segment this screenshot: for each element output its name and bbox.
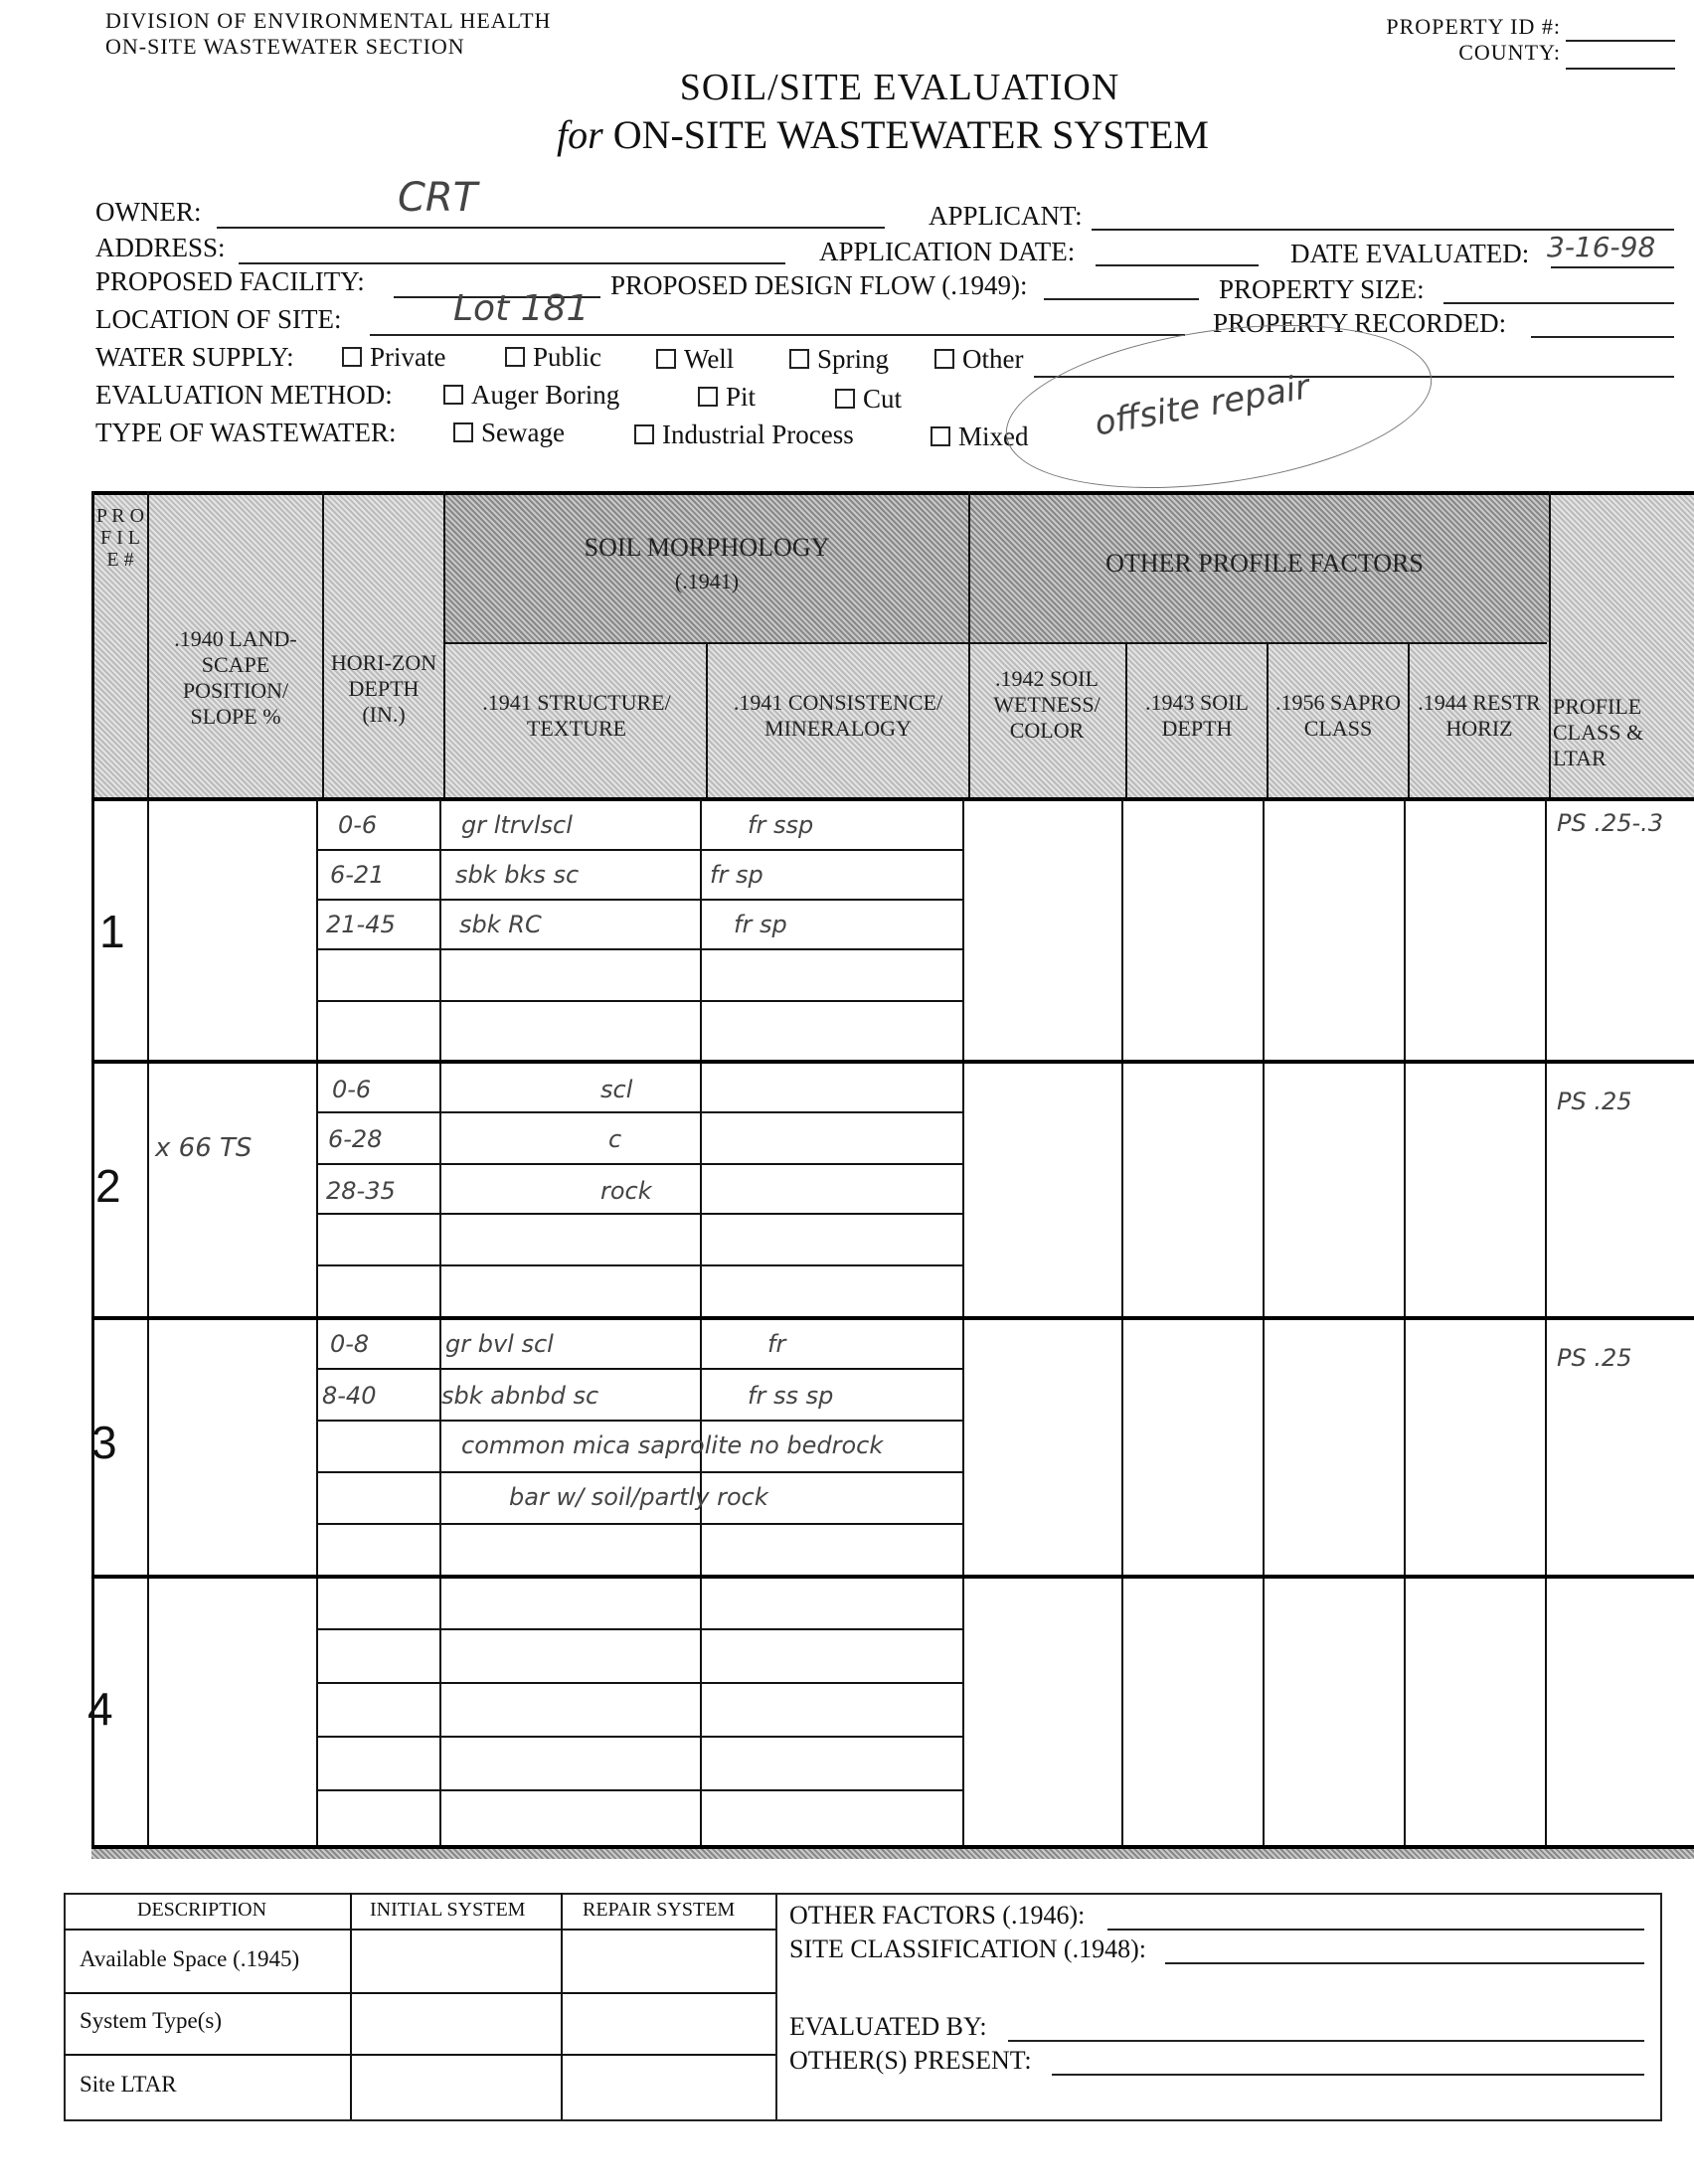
horizon-depth: 6-28 bbox=[328, 1125, 383, 1153]
bottom-section bbox=[64, 1893, 1664, 2121]
column-divider bbox=[1121, 799, 1123, 1853]
col-consistence-header: .1941 CONSISTENCE/ MINERALOGY bbox=[733, 690, 943, 741]
applicant-label: APPLICANT: bbox=[929, 201, 1083, 231]
other-factors-header: OTHER PROFILE FACTORS bbox=[1105, 549, 1424, 578]
owner-label: OWNER: bbox=[95, 197, 202, 227]
column-divider bbox=[1545, 799, 1547, 1853]
others-present-field[interactable] bbox=[1052, 2074, 1644, 2076]
column-divider bbox=[439, 799, 441, 1853]
eval-auger-option[interactable]: Auger Boring bbox=[443, 380, 619, 411]
header-divider bbox=[147, 491, 149, 799]
site-ltar-label: Site LTAR bbox=[80, 2072, 177, 2097]
header-divider bbox=[1267, 642, 1269, 799]
header-divider bbox=[968, 491, 970, 799]
row-divider bbox=[64, 2054, 775, 2056]
header-divider bbox=[706, 642, 708, 799]
owner-value: CRT bbox=[398, 175, 478, 221]
property-id-label: PROPERTY ID #: COUNTY: bbox=[1386, 14, 1561, 65]
owner-field[interactable] bbox=[217, 227, 885, 229]
col-soil-depth-header: .1943 SOIL DEPTH bbox=[1145, 690, 1249, 741]
column-divider bbox=[1404, 799, 1406, 1853]
horizon-line bbox=[316, 1163, 962, 1165]
horizon-line bbox=[316, 899, 962, 901]
column-divider bbox=[147, 799, 149, 1853]
horizon-line bbox=[316, 1264, 962, 1266]
location-field[interactable] bbox=[370, 334, 1185, 336]
horizon-consistence: fr ss sp bbox=[748, 1382, 834, 1410]
profile-number: 1 bbox=[99, 906, 125, 957]
wastewater-label: TYPE OF WASTEWATER: bbox=[95, 418, 397, 447]
column-divider bbox=[316, 799, 318, 1853]
form-title: SOIL/SITE EVALUATION bbox=[679, 67, 1120, 108]
horizon-depth: 0-8 bbox=[330, 1330, 370, 1358]
col-horizon-header: HORI-ZON DEPTH (IN.) bbox=[330, 650, 437, 727]
horizon-structure: rock bbox=[600, 1177, 652, 1205]
horizon-structure: sbk abnbd sc bbox=[441, 1382, 599, 1410]
profile-number: 2 bbox=[95, 1160, 121, 1212]
evaluation-method-label: EVALUATION METHOD: bbox=[95, 380, 393, 410]
col-sapro-header: .1956 SAPRO CLASS bbox=[1275, 690, 1401, 741]
site-classification-field[interactable] bbox=[1165, 1962, 1644, 1964]
eval-cut-option[interactable]: Cut bbox=[835, 384, 902, 415]
horizon-structure: sbk RC bbox=[459, 911, 542, 938]
profile-note: common mica saprolite no bedrock bbox=[461, 1431, 884, 1459]
profile-row-border bbox=[91, 1316, 1694, 1320]
profile-class-value: PS .25 bbox=[1557, 1088, 1632, 1115]
design-flow-field[interactable] bbox=[1044, 298, 1199, 300]
horizon-depth: 8-40 bbox=[322, 1382, 377, 1410]
horizon-structure: gr ltrvlscl bbox=[461, 811, 573, 839]
morphology-header: SOIL MORPHOLOGY bbox=[584, 533, 830, 562]
eval-pit-option[interactable]: Pit bbox=[698, 382, 756, 413]
checkbox-icon bbox=[934, 349, 954, 369]
evaluated-by-field[interactable] bbox=[1008, 2040, 1644, 2042]
row-divider bbox=[64, 1929, 775, 1931]
profile-note: bar w/ soil/partly rock bbox=[509, 1483, 768, 1511]
profile-number: 4 bbox=[87, 1683, 113, 1735]
horizon-consistence: fr ssp bbox=[748, 811, 814, 839]
property-recorded-field[interactable] bbox=[1531, 336, 1674, 338]
initial-system-header: INITIAL SYSTEM bbox=[370, 1899, 526, 1921]
checkbox-icon bbox=[342, 347, 362, 367]
horizon-structure: c bbox=[608, 1125, 622, 1153]
scan-noise-band bbox=[91, 1849, 1694, 1859]
horizon-depth: 28-35 bbox=[326, 1177, 396, 1205]
soil-table bbox=[87, 491, 1694, 1853]
description-header: DESCRIPTION bbox=[137, 1899, 267, 1921]
column-divider bbox=[350, 1893, 352, 2119]
horizon-line bbox=[316, 1628, 962, 1630]
address-field[interactable] bbox=[239, 262, 785, 264]
division-header: DIVISION OF ENVIRONMENTAL HEALTH ON-SITE WASTEWATER SECTION bbox=[105, 8, 552, 59]
morphology-subheader: (.1941) bbox=[674, 569, 740, 593]
landscape-value: x 66 TS bbox=[155, 1133, 253, 1163]
proposed-facility-label: PROPOSED FACILITY: bbox=[95, 266, 365, 296]
horizon-line bbox=[316, 1523, 962, 1525]
water-supply-label: WATER SUPPLY: bbox=[95, 342, 294, 372]
date-evaluated-label: DATE EVALUATED: bbox=[1290, 239, 1530, 268]
water-spring-option[interactable]: Spring bbox=[789, 344, 889, 375]
design-flow-label: PROPOSED DESIGN FLOW (.1949): bbox=[610, 270, 1028, 300]
column-divider bbox=[700, 799, 702, 1853]
horizon-line bbox=[316, 1213, 962, 1215]
horizon-line bbox=[316, 1368, 962, 1370]
header-divider bbox=[1549, 491, 1551, 799]
header-divider bbox=[1125, 642, 1127, 799]
horizon-structure: sbk bks sc bbox=[455, 861, 580, 889]
horizon-line bbox=[316, 1736, 962, 1738]
form-subtitle: for ON-SITE WASTEWATER SYSTEM bbox=[557, 112, 1209, 157]
col-structure-header: .1941 STRUCTURE/ TEXTURE bbox=[482, 690, 671, 741]
checkbox-icon bbox=[656, 349, 676, 369]
horizon-line bbox=[316, 1111, 962, 1113]
water-other-option[interactable]: Other bbox=[934, 344, 1023, 375]
horizon-consistence: fr sp bbox=[734, 911, 787, 938]
property-recorded-label: PROPERTY RECORDED: bbox=[1213, 308, 1507, 338]
wastewater-industrial-option[interactable]: Industrial Process bbox=[634, 420, 854, 450]
horizon-depth: 21-45 bbox=[326, 911, 396, 938]
available-space-label: Available Space (.1945) bbox=[80, 1946, 300, 1971]
horizon-structure: scl bbox=[600, 1076, 633, 1103]
header-bottom-border bbox=[91, 797, 1694, 801]
profile-row-border bbox=[91, 1060, 1694, 1064]
evaluated-by-label: EVALUATED BY: bbox=[789, 2012, 987, 2041]
col-wetness-header: .1942 SOIL WETNESS/ COLOR bbox=[993, 666, 1101, 743]
column-divider bbox=[962, 799, 964, 1853]
horizon-structure: gr bvl scl bbox=[445, 1330, 554, 1358]
horizon-line bbox=[316, 1682, 962, 1684]
horizon-depth: 0-6 bbox=[338, 811, 378, 839]
table-left-border bbox=[91, 491, 94, 1853]
header-divider bbox=[443, 642, 1547, 644]
horizon-consistence: fr sp bbox=[710, 861, 763, 889]
location-label: LOCATION OF SITE: bbox=[95, 304, 342, 334]
checkbox-icon bbox=[453, 422, 473, 442]
profile-row-border bbox=[91, 1575, 1694, 1579]
horizon-depth: 0-6 bbox=[332, 1076, 372, 1103]
others-present-label: OTHER(S) PRESENT: bbox=[789, 2046, 1032, 2075]
water-public-option[interactable]: Public bbox=[505, 342, 601, 373]
horizon-line bbox=[316, 849, 962, 851]
profile-class-value: PS .25-.3 bbox=[1557, 809, 1664, 837]
col-profile-header: P R O F I L E # bbox=[95, 505, 145, 571]
horizon-line bbox=[316, 1000, 962, 1002]
checkbox-icon bbox=[634, 424, 654, 444]
column-divider bbox=[561, 1893, 563, 2119]
date-evaluated-value: 3-16-98 bbox=[1547, 231, 1656, 263]
other-factors-label: OTHER FACTORS (.1946): bbox=[789, 1901, 1086, 1930]
checkbox-icon bbox=[698, 387, 718, 407]
property-size-label: PROPERTY SIZE: bbox=[1219, 274, 1425, 304]
col-profile-class-header: PROFILE CLASS & LTAR bbox=[1553, 694, 1644, 770]
morphology-header-shade bbox=[445, 491, 968, 642]
header-divider bbox=[322, 491, 324, 799]
application-date-label: APPLICATION DATE: bbox=[819, 237, 1076, 266]
horizon-depth: 6-21 bbox=[330, 861, 385, 889]
checkbox-icon bbox=[505, 347, 525, 367]
checkbox-icon bbox=[931, 426, 950, 446]
row-divider bbox=[64, 1992, 775, 1994]
col-restr-header: .1944 RESTR HORIZ bbox=[1418, 690, 1541, 741]
site-classification-label: SITE CLASSIFICATION (.1948): bbox=[789, 1934, 1146, 1963]
header-divider bbox=[1408, 642, 1410, 799]
horizon-line bbox=[316, 948, 962, 950]
horizon-line bbox=[316, 1420, 962, 1422]
column-divider bbox=[1263, 799, 1265, 1853]
checkbox-icon bbox=[789, 349, 809, 369]
wastewater-mixed-option[interactable]: Mixed bbox=[931, 421, 1029, 452]
profile-class-value: PS .25 bbox=[1557, 1344, 1632, 1372]
repair-system-header: REPAIR SYSTEM bbox=[583, 1899, 736, 1921]
system-type-label: System Type(s) bbox=[80, 2008, 222, 2033]
property-size-field[interactable] bbox=[1443, 302, 1674, 304]
checkbox-icon bbox=[443, 385, 463, 405]
horizon-line bbox=[316, 1789, 962, 1791]
checkbox-icon bbox=[835, 389, 855, 409]
horizon-consistence: fr bbox=[767, 1330, 786, 1358]
application-date-field[interactable] bbox=[1096, 264, 1259, 266]
col-landscape-header: .1940 LAND-SCAPE POSITION/ SLOPE % bbox=[174, 626, 297, 729]
location-value: Lot 181 bbox=[453, 288, 590, 329]
wastewater-sewage-option[interactable]: Sewage bbox=[453, 418, 565, 448]
other-factors-field[interactable] bbox=[1107, 1929, 1644, 1931]
horizon-line bbox=[316, 1471, 962, 1473]
handwritten-note: offsite repair bbox=[1092, 367, 1313, 444]
property-id-field[interactable] bbox=[1566, 40, 1675, 42]
water-well-option[interactable]: Well bbox=[656, 344, 734, 375]
date-evaluated-field[interactable] bbox=[1551, 266, 1674, 268]
address-label: ADDRESS: bbox=[95, 233, 226, 262]
water-private-option[interactable]: Private bbox=[342, 342, 445, 373]
profile-number: 3 bbox=[91, 1417, 117, 1468]
table-top-border bbox=[91, 491, 1694, 495]
